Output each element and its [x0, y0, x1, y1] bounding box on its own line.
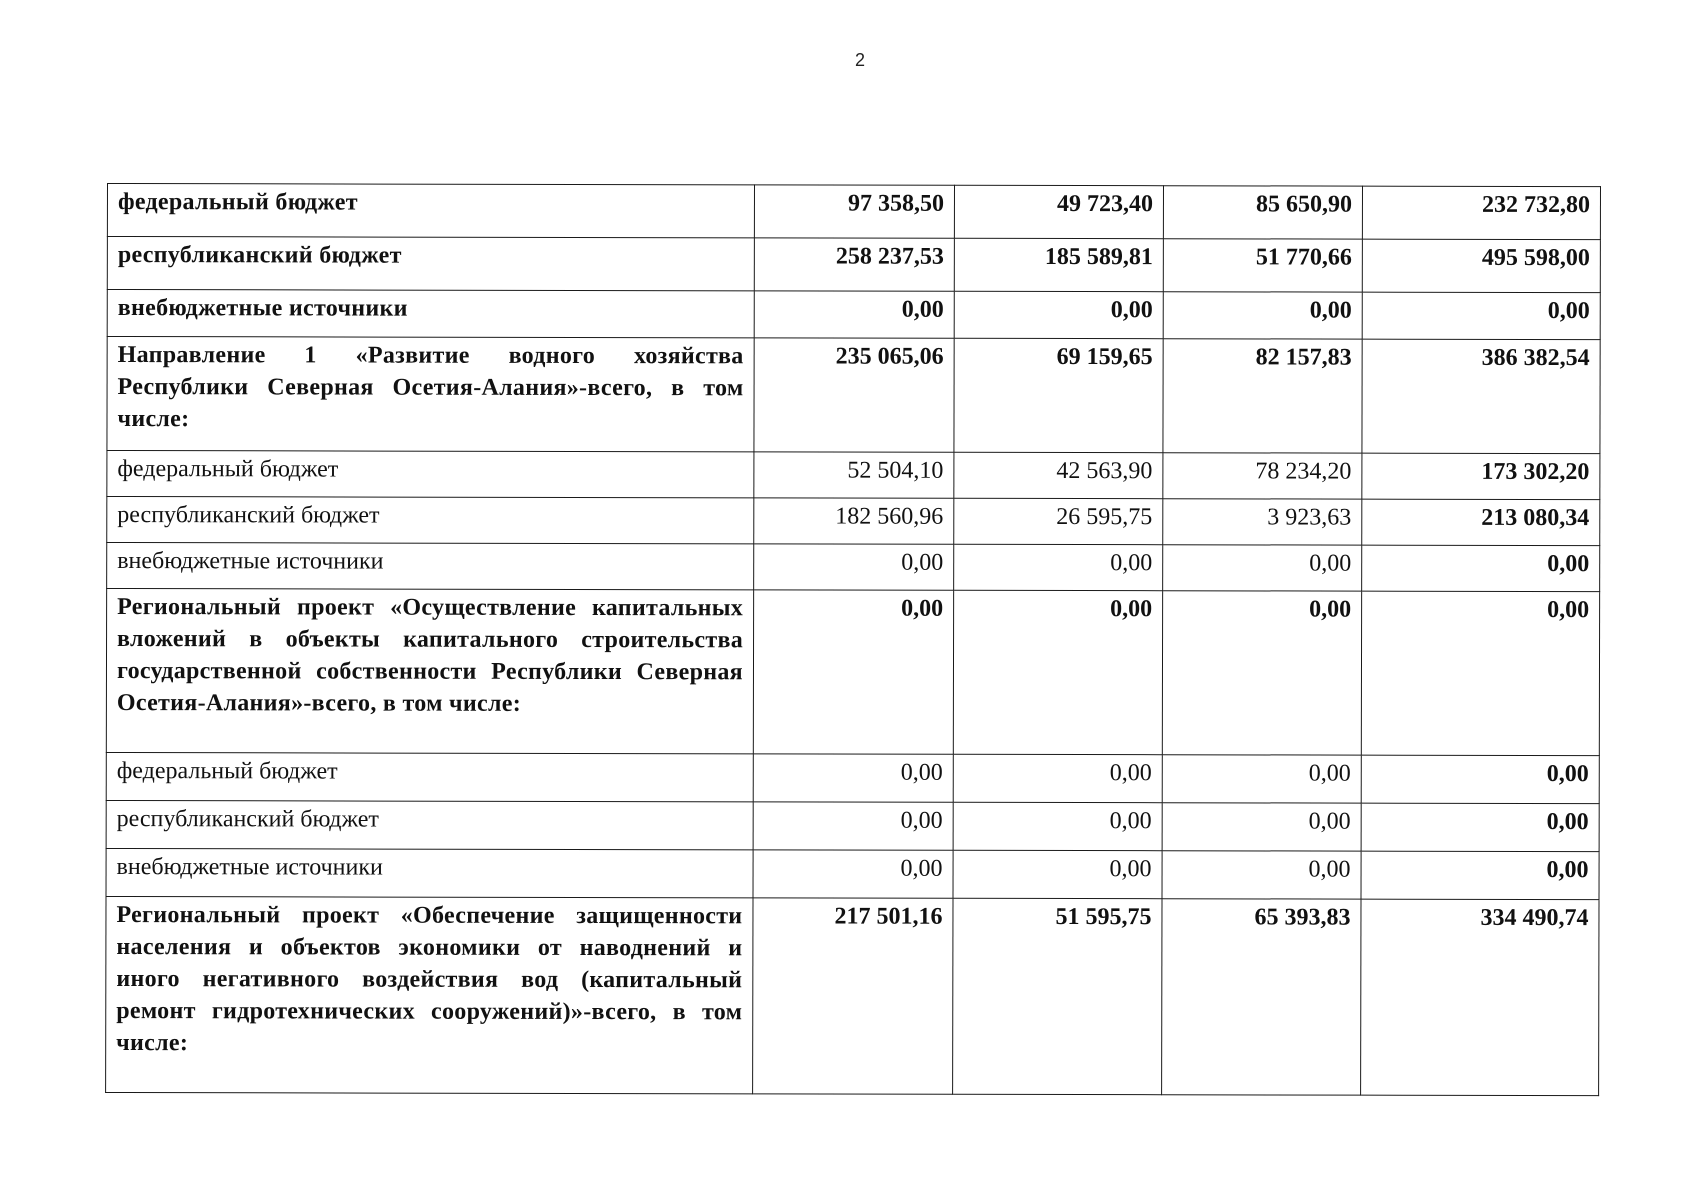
table-row — [107, 337, 1600, 454]
total-cell: 334 490,74 — [1361, 899, 1599, 1095]
total-cell: 213 080,34 — [1362, 499, 1600, 545]
value-cell: 26 595,75 — [954, 498, 1163, 544]
value-cell: 0,00 — [1163, 292, 1362, 339]
value-cell: 0,00 — [1163, 545, 1362, 591]
value-cell: 82 157,83 — [1163, 339, 1362, 453]
row-label: Направление 1 «Развитие водного хозяйства Республики Северная Осетия-Алания»-всего, в том числе: — [107, 337, 754, 452]
value-cell: 49 723,40 — [954, 185, 1163, 238]
value-cell: 0,00 — [753, 850, 953, 898]
row-label: федеральный бюджет — [106, 752, 753, 801]
row-label: федеральный бюджет — [107, 184, 754, 238]
total-cell: 173 302,20 — [1362, 453, 1600, 499]
value-cell: 235 065,06 — [754, 338, 954, 452]
table-row — [106, 589, 1599, 756]
value-cell: 0,00 — [1162, 755, 1361, 803]
value-cell: 0,00 — [753, 590, 953, 754]
table-row — [107, 451, 1600, 500]
value-cell: 42 563,90 — [954, 452, 1163, 498]
value-cell: 69 159,65 — [954, 338, 1163, 452]
row-label: федеральный бюджет — [107, 451, 754, 498]
total-cell: 0,00 — [1361, 851, 1599, 899]
table-row — [107, 290, 1600, 340]
table-row — [107, 543, 1600, 592]
total-cell: 386 382,54 — [1362, 339, 1600, 453]
value-cell: 51 595,75 — [953, 898, 1162, 1094]
total-cell: 0,00 — [1361, 591, 1599, 755]
value-cell: 0,00 — [953, 850, 1162, 898]
row-label: Региональный проект «Осуществление капитальных вложений в объекты капитального строительства государственной собственности Республики Северная Осетия-Алания»-всего, в том числе: — [106, 589, 753, 754]
total-cell: 0,00 — [1362, 545, 1600, 591]
value-cell: 0,00 — [1162, 591, 1361, 755]
page-number: 2 — [854, 50, 865, 70]
value-cell: 0,00 — [753, 754, 953, 802]
value-cell: 52 504,10 — [754, 452, 954, 498]
row-label: внебюджетные источники — [107, 543, 754, 590]
total-cell: 495 598,00 — [1362, 239, 1600, 292]
total-cell: 0,00 — [1361, 755, 1599, 803]
value-cell: 0,00 — [953, 754, 1162, 802]
table-row — [106, 896, 1599, 1095]
table-row — [107, 184, 1600, 240]
row-label: внебюджетные источники — [106, 848, 753, 897]
row-label: республиканский бюджет — [107, 497, 754, 544]
value-cell: 0,00 — [1162, 851, 1361, 899]
value-cell: 0,00 — [754, 544, 954, 590]
value-cell: 51 770,66 — [1163, 239, 1362, 292]
value-cell: 0,00 — [753, 802, 953, 850]
total-cell: 0,00 — [1362, 292, 1600, 339]
value-cell: 0,00 — [954, 291, 1163, 338]
value-cell: 258 237,53 — [754, 238, 954, 291]
budget-table — [105, 183, 1601, 1096]
total-cell: 0,00 — [1361, 803, 1599, 851]
value-cell: 217 501,16 — [753, 898, 953, 1094]
value-cell: 78 234,20 — [1163, 453, 1362, 499]
value-cell: 0,00 — [954, 544, 1163, 590]
value-cell: 65 393,83 — [1162, 899, 1361, 1095]
total-cell: 232 732,80 — [1362, 186, 1600, 239]
table-row — [107, 237, 1600, 293]
table-row — [107, 497, 1600, 546]
value-cell: 185 589,81 — [954, 238, 1163, 291]
row-label: Региональный проект «Обеспечение защищенности населения и объектов экономики от наводнений и иного негативного воздействия вод (капитальный ремонт гидротехнических сооружений)»-всего, в том числе: — [106, 896, 753, 1093]
table-row — [106, 848, 1599, 899]
value-cell: 3 923,63 — [1163, 499, 1362, 545]
value-cell: 0,00 — [953, 802, 1162, 850]
value-cell: 0,00 — [953, 590, 1162, 754]
value-cell: 182 560,96 — [754, 498, 954, 544]
row-label: республиканский бюджет — [106, 800, 753, 849]
row-label: республиканский бюджет — [107, 237, 754, 291]
value-cell: 0,00 — [1162, 803, 1361, 851]
table-row — [106, 800, 1599, 851]
value-cell: 0,00 — [754, 291, 954, 338]
table-row — [106, 752, 1599, 803]
value-cell: 97 358,50 — [754, 185, 954, 238]
row-label: внебюджетные источники — [107, 290, 754, 338]
value-cell: 85 650,90 — [1163, 186, 1362, 239]
